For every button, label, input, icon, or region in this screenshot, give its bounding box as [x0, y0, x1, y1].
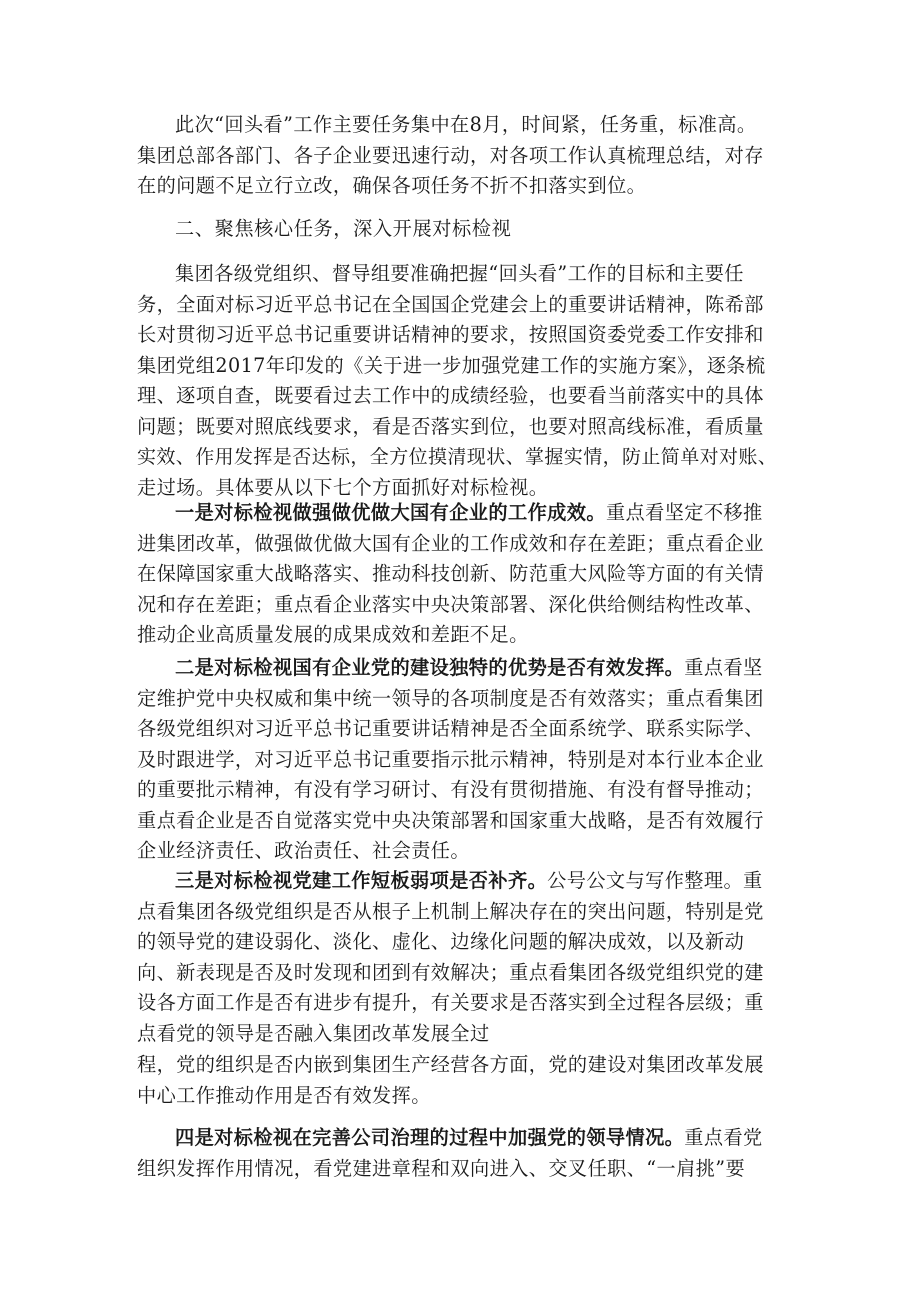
text-line: 的领导党的建设弱化、淡化、虚化、边缘化问题的解决成效，以及新动 [137, 930, 745, 953]
text-line: 及时跟进学，对习近平总书记重要指示批示精神，特别是对本行业本企业 [137, 747, 764, 771]
point-text: 重点看党 [684, 1126, 763, 1149]
text-line: 组织发挥作用情况，看党建进章程和双向进入、交叉任职、“一肩挑”要 [137, 1156, 746, 1180]
paragraph-targets [137, 259, 777, 503]
text-line: 集团党组2017年印发的《关于进一步加强党建工作的实施方案》，逐条梳 [137, 353, 766, 377]
text-line: 的重要批示精神，有没有学习研讨、有没有贯彻措施、有没有督导推动； [137, 778, 764, 801]
text-line: 况和存在差距；重点看企业落实中央决策部署、深化供给侧结构性改革、 [137, 592, 764, 616]
text-line: 向、新表现是否及时发现和团到有效解决；重点看集团各级党组织党的建 [137, 960, 764, 984]
point-lead: 四是对标检视在完善公司治理的过程中加强党的领导情况。 [175, 1126, 685, 1149]
point-text: 重点看坚定不移推 [605, 501, 763, 524]
text-line: 问题；既要对照底线要求，看是否落实到位，也要对照高线标准，看质量 [137, 414, 764, 438]
text-line: 在的问题不足立行立改，确保各项任务不折不扣落实到位。 [137, 174, 647, 197]
text-line: 各级党组织对习近平总书记重要讲话精神是否全面系统学、联系实际学、 [137, 717, 764, 740]
text-line: 推动企业高质量发展的成果成效和差距不足。 [137, 623, 529, 646]
text-line: 点看党的领导是否融入集团改革发展全过 [137, 1021, 490, 1045]
text-line: 企业经济责任、政治责任、社会责任。 [137, 839, 470, 862]
text-line: 在保障国家重大战略落实、推动科技创新、防范重大风险等方面的有关情 [137, 562, 764, 585]
paragraph-continuation [137, 1050, 777, 1111]
text-line: 进集团改革，做强做优做大国有企业的工作成效和存在差距；重点看企业 [137, 531, 764, 555]
paragraph-point-three [137, 866, 777, 1049]
text-line: 程，党的组织是否内嵌到集团生产经营各方面，党的建设对集团改革发展 [137, 1053, 764, 1076]
text-line: 此次“回头看”工作主要任务集中在8月，时间紧，任务重，标准高。 [175, 113, 757, 136]
paragraph-intro [137, 110, 777, 202]
text-line: 定维护党中央权威和集中统一领导的各项制度是否有效落实；重点看集团 [137, 686, 764, 710]
text-line: 重点看企业是否自觉落实党中央决策部署和国家重大战略，是否有效履行 [137, 808, 764, 832]
text-line: 集团总部各部门、各子企业要迅速行动，对各项工作认真梳理总结，对存 [137, 143, 764, 167]
paragraph-point-one [137, 498, 777, 651]
text-line: 中心工作推动作用是否有效发挥。 [137, 1083, 431, 1107]
text-line: 理、逐项自查，既要看过去工作中的成绩经验，也要看当前落实中的具体 [137, 384, 764, 407]
paragraph-point-two [137, 653, 777, 867]
text-line: 点看集团各级党组织是否从根子上机制上解决存在的突出问题，特别是党 [137, 899, 764, 923]
text-line: 实效、作用发挥是否达标，全方位摸清现状、掌握实情，防止简单对对账、 [137, 446, 778, 468]
point-lead: 三是对标检视党建工作短板弱项是否补齐。 [175, 869, 548, 892]
paragraph-point-four [137, 1123, 777, 1184]
point-text: 重点看坚 [684, 656, 763, 679]
text-line: 集团各级党组织、督导组要准确把握“回头看”工作的目标和主要任 [175, 262, 744, 285]
point-lead: 一是对标检视做强做优做大国有企业的工作成效。 [175, 501, 606, 524]
section-heading: 二、聚焦核心任务，深入开展对标检视 [175, 217, 512, 240]
point-lead: 二是对标检视国有企业党的建设独特的优势是否有效发挥。 [175, 656, 685, 679]
point-text: 公号公文与写作整理。重 [547, 869, 763, 892]
text-line: 长对贯彻习近平总书记重要讲话精神的要求，按照国资委党委工作安排和 [137, 323, 764, 346]
text-line: 设各方面工作是否有进步有提升，有关要求是否落实到全过程各层级；重 [137, 991, 764, 1014]
text-line: 务，全面对标习近平总书记在全国国企党建会上的重要讲话精神，陈希部 [137, 292, 764, 316]
text-line: 走过场。具体要从以下七个方面抓好对标检视。 [137, 475, 549, 499]
